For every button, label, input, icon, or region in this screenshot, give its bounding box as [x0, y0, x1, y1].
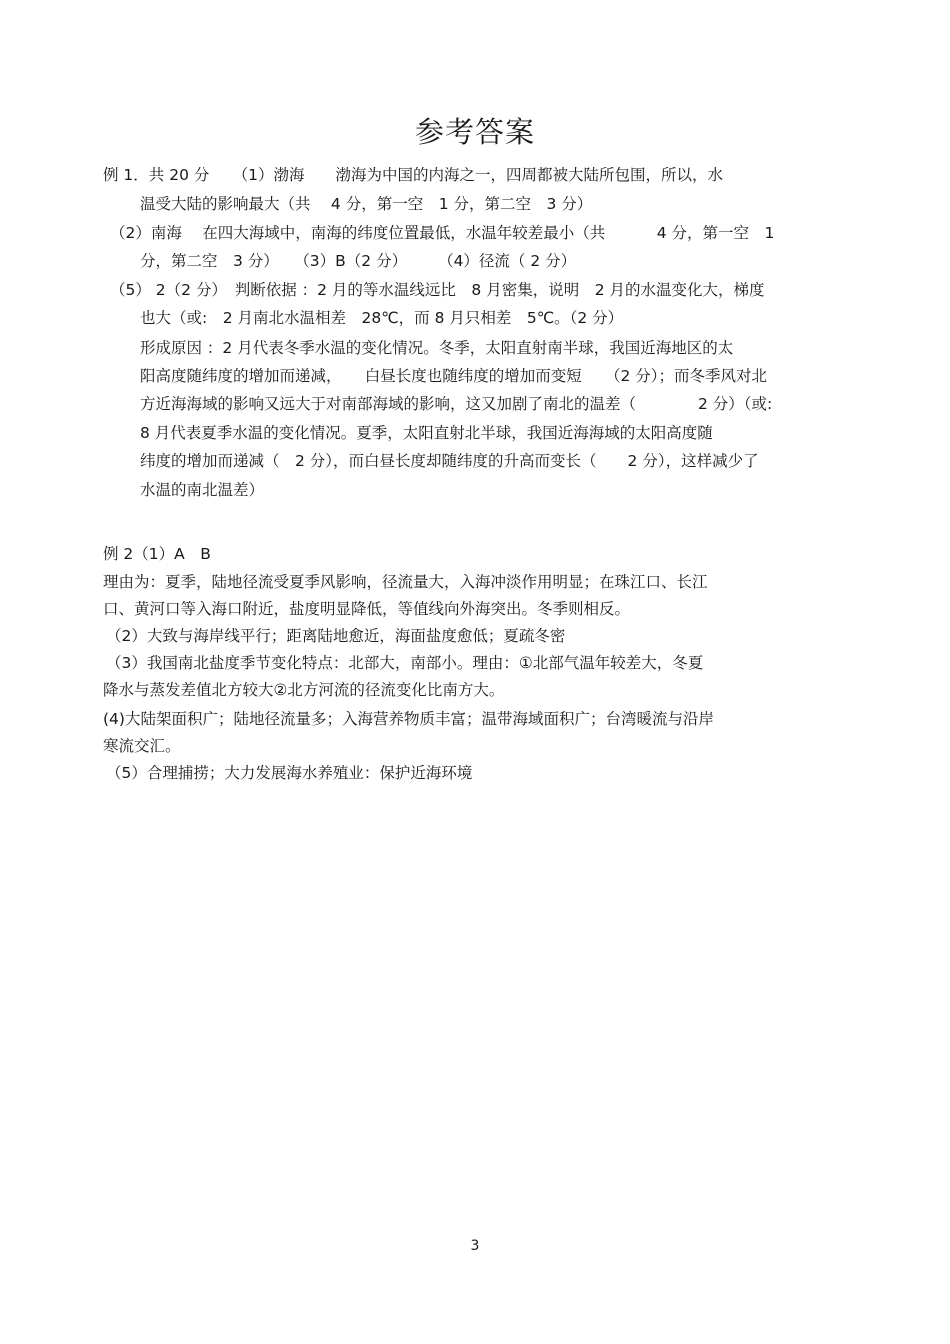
example-1-line-1: 例 1．共 20 分 （1）渤海 渤海为中国的内海之一，四周都被大陆所包围，所以，水 — [103, 166, 723, 184]
example-1-line-9: 方近海海域的影响又远大于对南部海域的影响，这又加剧了南北的温差（ 2 分）（或: — [140, 395, 773, 413]
example-1-line-5: （5） 2（2 分） 判断依据 ：2 月的等水温线远比 8 月密集，说明 2 月的水温变化大，梯度 — [110, 281, 765, 299]
example-1-line-3: （2）南海 在四大海域中，南海的纬度位置最低，水温年较差最小（共 4 分，第一空 1 — [110, 224, 775, 242]
example-2-line-7: (4)大陆架面积广；陆地径流量多；入海营养物质丰富；温带海域面积广；台湾暖流与沿岸 — [103, 710, 714, 728]
example-1-line-2: 温受大陆的影响最大（共 4 分，第一空 1 分，第二空 3 分） — [140, 195, 593, 213]
example-1-line-7: 形成原因 ：2 月代表冬季水温的变化情况。冬季，太阳直射南半球，我国近海地区的太 — [140, 339, 734, 357]
page-title: 参考答案 — [414, 115, 535, 149]
example-2-line-8: 寒流交汇。 — [103, 737, 181, 755]
example-1-line-11: 纬度的增加而递减（ 2 分），而白昼长度却随纬度的升高而变长（ 2 分），这样减少了 — [140, 452, 759, 470]
example-2-line-9: （5）合理捕捞；大力发展海水养殖业：保护近海环境 — [106, 764, 473, 782]
example-1-line-12: 水温的南北温差） — [140, 481, 265, 499]
example-2-line-6: 降水与蒸发差值北方较大②北方河流的径流变化比南方大。 — [103, 681, 505, 699]
example-1-line-4: 分，第二空 3 分） （3）B（2 分） （4）径流（ 2 分） — [140, 252, 577, 270]
example-2-line-3: 口、黄河口等入海口附近，盐度明显降低，等值线向外海突出。冬季则相反。 — [103, 600, 631, 618]
example-2-line-4: （2）大致与海岸线平行；距离陆地愈近，海面盐度愈低；夏疏冬密 — [106, 627, 566, 645]
page-number: 3 — [470, 1238, 480, 1254]
example-1-line-6: 也大（或: 2 月南北水温相差 28℃，而 8 月只相差 5℃。（2 分） — [140, 309, 624, 327]
example-2-line-5: （3）我国南北盐度季节变化特点：北部大，南部小。理由：①北部气温年较差大，冬夏 — [106, 654, 704, 672]
example-2-line-1: 例 2（1）A B — [103, 545, 211, 563]
example-1-line-10: 8 月代表夏季水温的变化情况。夏季，太阳直射北半球，我国近海海域的太阳高度随 — [140, 424, 713, 442]
example-2-line-2: 理由为：夏季，陆地径流受夏季风影响，径流量大，入海冲淡作用明显；在珠江口、长江 — [103, 573, 708, 591]
example-1-line-8: 阳高度随纬度的增加而递减， 白昼长度也随纬度的增加而变短 （2 分）；而冬季风对北 — [140, 367, 768, 385]
